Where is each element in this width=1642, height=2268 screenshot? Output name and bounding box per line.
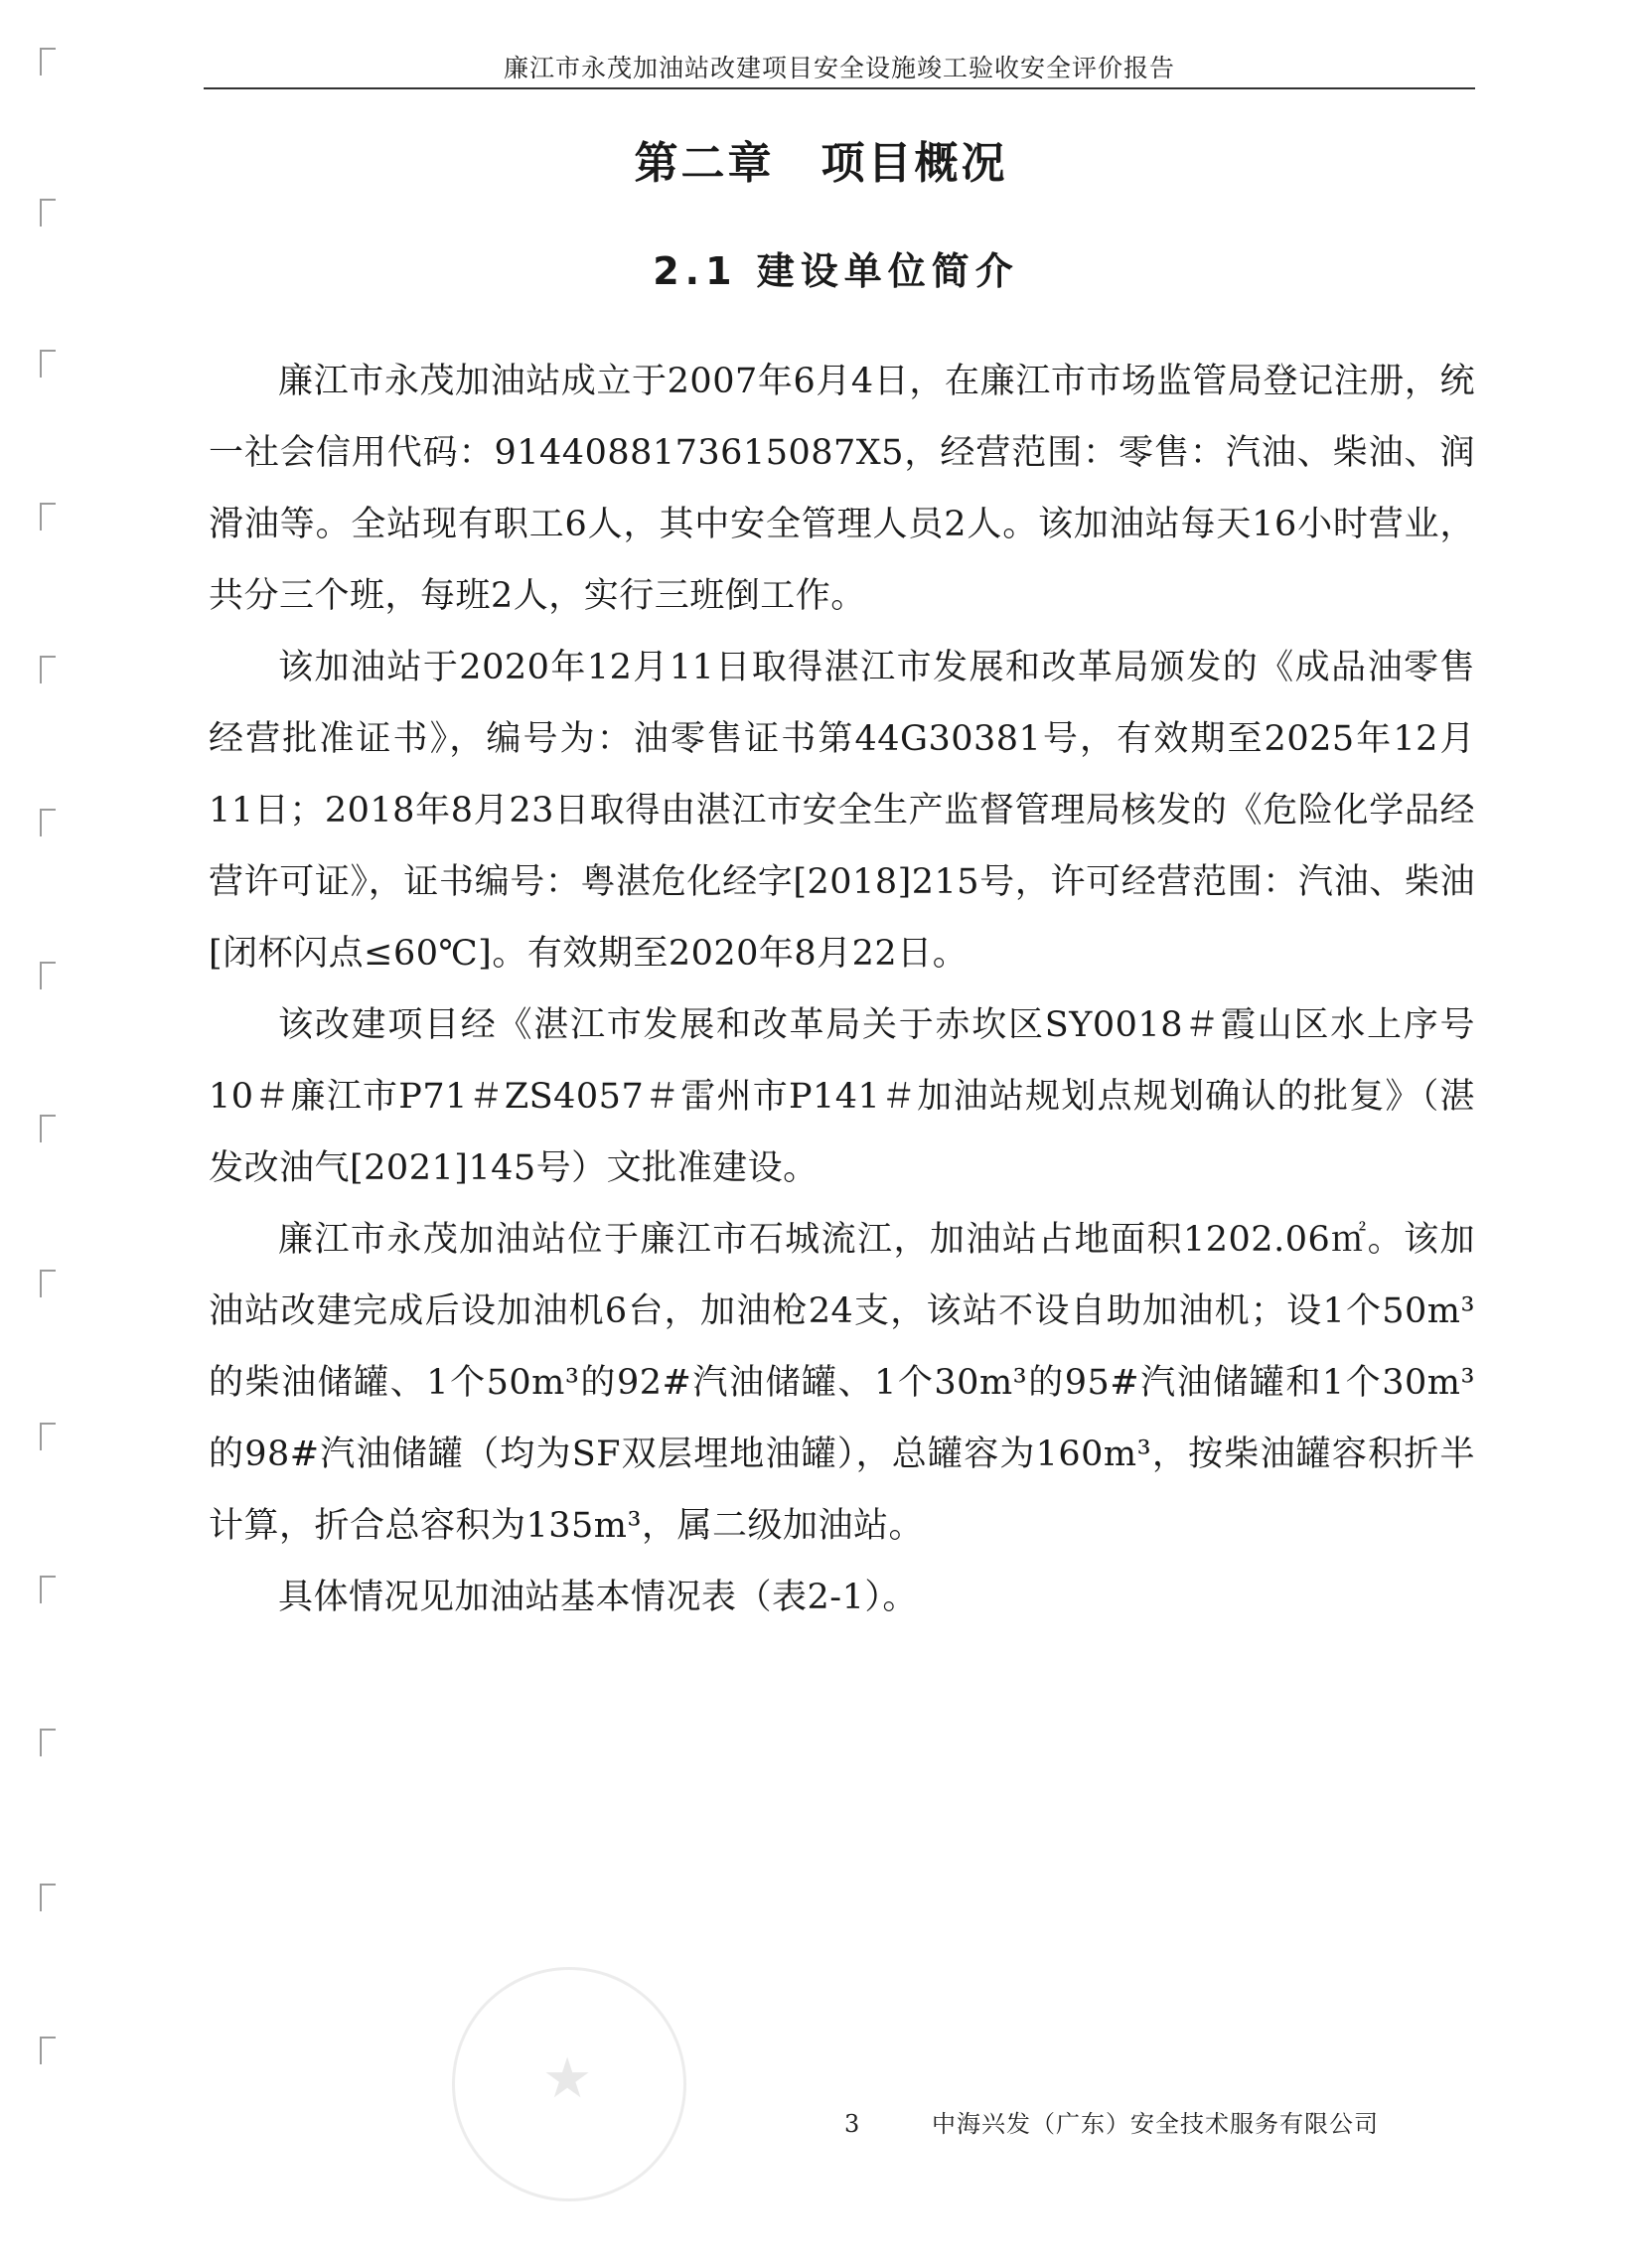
binding-mark bbox=[40, 2037, 56, 2064]
binding-mark bbox=[40, 350, 56, 378]
binding-mark bbox=[40, 1884, 56, 1911]
running-header: 廉江市永茂加油站改建项目安全设施竣工验收安全评价报告 bbox=[503, 54, 1175, 82]
star-icon: ★ bbox=[542, 2046, 593, 2111]
binding-mark bbox=[40, 1576, 56, 1603]
paragraph: 该加油站于2020年12月11日取得湛江市发展和改革局颁发的《成品油零售经营批准证书》，编号为：油零售证书第44G30381号，有效期至2025年12月11日；2018年8月23日取得由湛江市安全生产监督管理局核发的《危险化学品经营许可证》，证书编号：粤湛危化经字[2018]215号，许可经营范围：汽油、柴油[闭杯闪点≤60℃]。有效期至2020年8月22日。 bbox=[209, 648, 1475, 974]
page-number: 3 bbox=[844, 2110, 860, 2138]
paragraph: 廉江市永茂加油站成立于2007年6月4日，在廉江市市场监管局登记注册，统一社会信用代码：9144088173615087X5，经营范围：零售：汽油、柴油、润滑油等。全站现有职工6人，其中安全管理人员2人。该加油站每天16小时营业，共分三个班，每班2人，实行三班倒工作。 bbox=[209, 362, 1475, 616]
paragraph: 该改建项目经《湛江市发展和改革局关于赤坎区SY0018＃霞山区水上序号10＃廉江市P71＃ZS4057＃雷州市P141＃加油站规划点规划确认的批复》（湛发改油气[2021]145号）文批准建设。 bbox=[209, 1005, 1475, 1188]
binding-mark bbox=[40, 503, 56, 530]
binding-mark bbox=[40, 809, 56, 836]
binding-mark bbox=[40, 1729, 56, 1756]
paragraph: 廉江市永茂加油站位于廉江市石城流江，加油站占地面积1202.06㎡。该加油站改建完成后设加油机6台，加油枪24支，该站不设自助加油机；设1个50m³的柴油储罐、1个50m³的92#汽油储罐、1个30m³的95#汽油储罐和1个30m³的98#汽油储罐（均为SF双层埋地油罐），总罐容为160m³，按柴油罐容积折半计算，折合总容积为135m³，属二级加油站。 bbox=[209, 1220, 1475, 1546]
binding-mark bbox=[40, 1115, 56, 1142]
binding-mark bbox=[40, 962, 56, 989]
footer-company: 中海兴发（广东）安全技术服务有限公司 bbox=[932, 2110, 1379, 2138]
chapter-title: 第二章 项目概况 bbox=[634, 138, 1008, 189]
section-title: 2.1 建设单位简介 bbox=[653, 249, 1019, 293]
header-rule bbox=[204, 87, 1475, 89]
binding-marks bbox=[40, 0, 70, 2268]
paragraph: 具体情况见加油站基本情况表（表2-1）。 bbox=[278, 1578, 918, 1617]
binding-mark bbox=[40, 656, 56, 683]
binding-mark bbox=[40, 48, 56, 76]
faded-seal-stamp bbox=[452, 1967, 686, 2201]
binding-mark bbox=[40, 1423, 56, 1450]
body-text bbox=[209, 346, 1475, 1633]
binding-mark bbox=[40, 1270, 56, 1297]
binding-mark bbox=[40, 199, 56, 227]
